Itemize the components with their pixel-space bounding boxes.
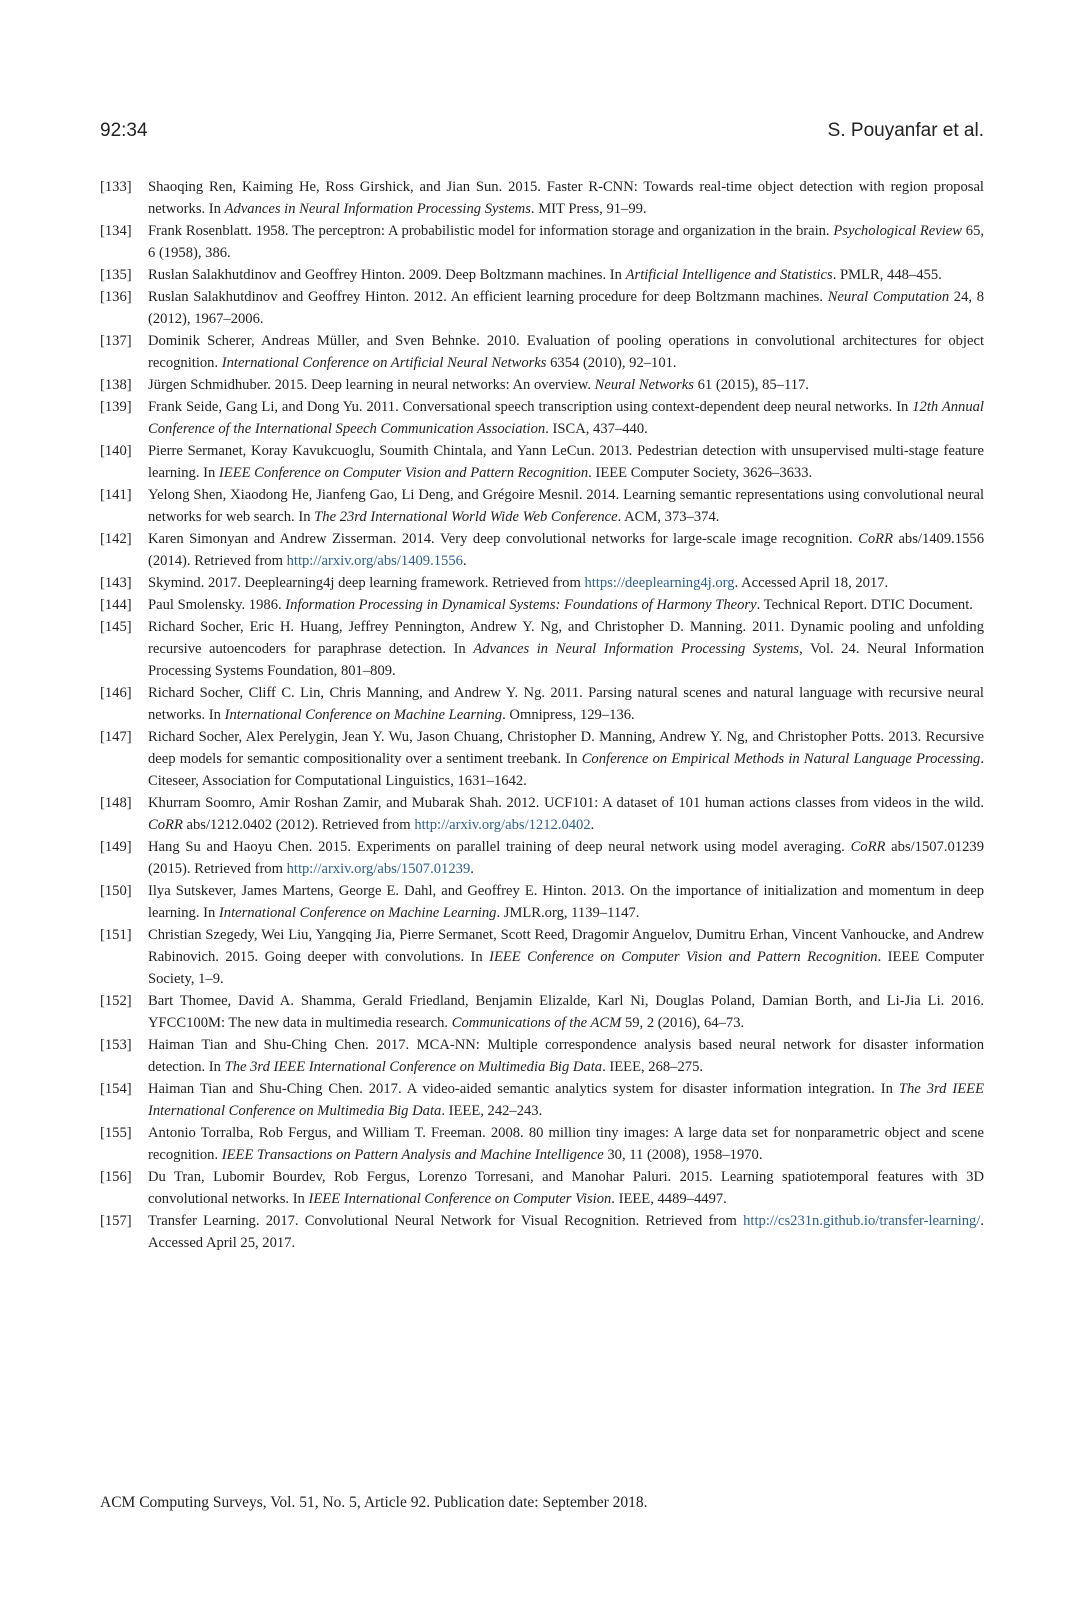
reference-venue: CoRR	[858, 531, 893, 547]
reference-venue: Communications of the ACM	[451, 1015, 622, 1031]
reference-venue: IEEE Conference on Computer Vision and Pattern Recognition	[218, 465, 589, 481]
reference-segment: Bart Thomee, David A. Shamma, Gerald Friedland, Benjamin Elizalde, Karl Ni, Douglas Poland, Damian Borth, and Li-Jia Li. 2016. YFCC100M: The new data in multimedia research.	[148, 993, 984, 1031]
reference-text	[148, 616, 984, 682]
reference-link[interactable]: http://arxiv.org/abs/1212.0402	[414, 817, 591, 833]
reference-segment: abs/1409.1556 (2014). Retrieved from	[148, 531, 984, 569]
running-header-authors: S. Pouyanfar et al.	[827, 120, 984, 141]
reference-entry	[100, 990, 984, 1034]
reference-segment: .	[470, 861, 474, 877]
reference-segment: . PMLR, 448–455.	[832, 267, 942, 283]
reference-entry	[100, 792, 984, 836]
reference-entry	[100, 264, 984, 286]
reference-entry	[100, 726, 984, 792]
reference-number: [138]	[100, 377, 132, 393]
reference-number: [143]	[100, 575, 132, 591]
reference-venue: Neural Computation	[827, 289, 950, 305]
reference-venue: The 3rd IEEE International Conference on Multimedia Big Data	[224, 1059, 603, 1075]
reference-venue: Conference on Empirical Methods in Natural Language Processing	[581, 751, 981, 767]
reference-number: [137]	[100, 333, 132, 349]
reference-entry	[100, 220, 984, 264]
reference-number: [140]	[100, 443, 132, 459]
reference-segment: 59, 2 (2016), 64–73.	[621, 1015, 745, 1031]
reference-segment: Transfer Learning. 2017. Convolutional Neural Network for Visual Recognition. Retrieved from	[148, 1213, 744, 1229]
reference-number: [155]	[100, 1125, 132, 1141]
reference-number: [157]	[100, 1213, 132, 1229]
reference-venue: The 3rd IEEE International Conference on Multimedia Big Data	[148, 1081, 984, 1119]
reference-text	[148, 330, 984, 374]
reference-text	[148, 528, 984, 572]
reference-segment: abs/1212.0402 (2012). Retrieved from	[182, 817, 415, 833]
reference-segment: 6354 (2010), 92–101.	[546, 355, 677, 371]
reference-text	[148, 1122, 984, 1166]
reference-text	[148, 1034, 984, 1078]
reference-segment: Skymind. 2017. Deeplearning4j deep learning framework. Retrieved from	[148, 575, 585, 591]
reference-entry	[100, 594, 984, 616]
reference-venue: International Conference on Artificial Neural Networks	[221, 355, 547, 371]
reference-segment: . IEEE, 242–243.	[441, 1103, 543, 1119]
reference-segment: Richard Socher, Cliff C. Lin, Chris Manning, and Andrew Y. Ng. 2011. Parsing natural scenes and natural language with recursive neural networks. In	[148, 685, 984, 723]
reference-segment: 65, 6 (1958), 386.	[148, 223, 985, 261]
reference-number: [146]	[100, 685, 132, 701]
reference-link[interactable]: http://cs231n.github.io/transfer-learning/	[743, 1213, 981, 1229]
reference-number: [151]	[100, 927, 132, 943]
reference-number: [133]	[100, 179, 132, 195]
reference-venue: IEEE Conference on Computer Vision and Pattern Recognition	[489, 949, 878, 965]
reference-text	[148, 836, 984, 880]
reference-entry	[100, 286, 984, 330]
reference-number: [139]	[100, 399, 132, 415]
reference-venue: International Conference on Machine Learning	[224, 707, 503, 723]
reference-entry	[100, 374, 984, 396]
reference-segment: . ACM, 373–374.	[617, 509, 720, 525]
journal-footer: ACM Computing Surveys, Vol. 51, No. 5, Article 92. Publication date: September 2018.	[100, 1494, 648, 1511]
reference-text	[148, 484, 984, 528]
reference-segment: . Technical Report. DTIC Document.	[756, 597, 973, 613]
reference-number: [150]	[100, 883, 132, 899]
reference-entry	[100, 682, 984, 726]
reference-text	[148, 1078, 984, 1122]
reference-segment: . Accessed April 25, 2017.	[148, 1213, 984, 1251]
reference-text	[148, 176, 984, 220]
reference-segment: Richard Socher, Eric H. Huang, Jeffrey Pennington, Andrew Y. Ng, and Christopher D. Manning. 2011. Dynamic pooling and unfolding recursive autoencoders for paraphrase detection. In	[148, 619, 984, 657]
reference-segment: abs/1507.01239 (2015). Retrieved from	[148, 839, 985, 877]
reference-entry	[100, 1078, 984, 1122]
reference-venue: Information Processing in Dynamical Systems: Foundations of Harmony Theory	[285, 597, 757, 613]
reference-venue: The 23rd International World Wide Web Conference	[314, 509, 618, 525]
reference-segment: .	[590, 817, 595, 833]
reference-number: [152]	[100, 993, 132, 1009]
reference-text	[148, 594, 984, 616]
reference-link[interactable]: http://arxiv.org/abs/1409.1556	[286, 553, 463, 569]
reference-segment: Shaoqing Ren, Kaiming He, Ross Girshick, and Jian Sun. 2015. Faster R-CNN: Towards real-time object detection with region proposal networks. In	[148, 179, 984, 217]
reference-venue: Advances in Neural Information Processing Systems	[473, 641, 800, 657]
reference-segment: . IEEE, 268–275.	[602, 1059, 704, 1075]
reference-text	[148, 572, 984, 594]
reference-text	[148, 880, 984, 924]
reference-segment: 61 (2015), 85–117.	[693, 377, 809, 393]
reference-segment: Paul Smolensky. 1986.	[148, 597, 286, 613]
reference-venue: IEEE International Conference on Computer Vision	[308, 1191, 612, 1207]
reference-number: [153]	[100, 1037, 132, 1053]
reference-segment: Ruslan Salakhutdinov and Geoffrey Hinton. 2012. An efficient learning procedure for deep Boltzmann machines.	[148, 289, 828, 305]
reference-entry	[100, 440, 984, 484]
reference-entry	[100, 484, 984, 528]
reference-number: [144]	[100, 597, 132, 613]
reference-text	[148, 220, 984, 264]
reference-entry	[100, 1034, 984, 1078]
reference-entry	[100, 330, 984, 374]
reference-segment: . Accessed April 18, 2017.	[734, 575, 889, 591]
reference-venue: Neural Networks	[594, 377, 694, 393]
reference-number: [148]	[100, 795, 132, 811]
reference-segment: . JMLR.org, 1139–1147.	[496, 905, 640, 921]
reference-segment: Christian Szegedy, Wei Liu, Yangqing Jia, Pierre Sermanet, Scott Reed, Dragomir Anguelov, Dumitru Erhan, Vincent Vanhoucke, and Andrew Rabinovich. 2015. Going deeper with convolutions. In	[148, 927, 984, 965]
reference-segment: Dominik Scherer, Andreas Müller, and Sven Behnke. 2010. Evaluation of pooling operations in convolutional architectures for object recognition.	[148, 333, 984, 371]
reference-entry	[100, 836, 984, 880]
reference-text	[148, 726, 984, 792]
reference-number: [136]	[100, 289, 132, 305]
reference-venue: International Conference on Machine Learning	[218, 905, 497, 921]
reference-segment: .	[462, 553, 467, 569]
reference-number: [141]	[100, 487, 132, 503]
reference-text	[148, 440, 984, 484]
reference-venue: Artificial Intelligence and Statistics	[625, 267, 833, 283]
reference-text	[148, 1166, 984, 1210]
reference-segment: Ruslan Salakhutdinov and Geoffrey Hinton. 2009. Deep Boltzmann machines. In	[148, 267, 626, 283]
reference-segment: . IEEE, 4489–4497.	[611, 1191, 727, 1207]
reference-entry	[100, 616, 984, 682]
reference-segment: Richard Socher, Alex Perelygin, Jean Y. Wu, Jason Chuang, Christopher D. Manning, Andrew Y. Ng, and Christopher Potts. 2013. Recursive deep models for semantic compositionality over a sentiment treebank. In	[148, 729, 984, 767]
reference-venue: CoRR	[850, 839, 886, 855]
reference-segment: 24, 8 (2012), 1967–2006.	[148, 289, 985, 327]
reference-segment: Jürgen Schmidhuber. 2015. Deep learning in neural networks: An overview.	[148, 377, 595, 393]
reference-segment: Haiman Tian and Shu-Ching Chen. 2017. A video-aided semantic analytics system for disaster information integration. In	[148, 1081, 899, 1097]
reference-segment: Antonio Torralba, Rob Fergus, and William T. Freeman. 2008. 80 million tiny images: A large data set for nonparametric object and scene recognition.	[148, 1125, 984, 1163]
reference-text	[148, 1210, 984, 1254]
reference-entry	[100, 1210, 984, 1254]
reference-segment: Yelong Shen, Xiaodong He, Jianfeng Gao, Li Deng, and Grégoire Mesnil. 2014. Learning semantic representations using convolutional neural networks for web search. In	[148, 487, 984, 525]
reference-venue: Advances in Neural Information Processing Systems	[224, 201, 531, 217]
reference-segment: Khurram Soomro, Amir Roshan Zamir, and Mubarak Shah. 2012. UCF101: A dataset of 101 human actions classes from videos in the wild.	[148, 795, 984, 811]
reference-segment: Haiman Tian and Shu-Ching Chen. 2017. MCA-NN: Multiple correspondence analysis based neural network for disaster information detection. In	[148, 1037, 984, 1075]
page-number-label: 92:34	[100, 120, 148, 141]
reference-venue: 12th Annual Conference of the International Speech Communication Association	[148, 399, 984, 437]
reference-venue: Psychological Review	[833, 223, 962, 239]
reference-entry	[100, 396, 984, 440]
reference-number: [156]	[100, 1169, 132, 1185]
reference-entry	[100, 528, 984, 572]
reference-segment: Ilya Sutskever, James Martens, George E. Dahl, and Geoffrey E. Hinton. 2013. On the importance of initialization and momentum in deep learning. In	[148, 883, 984, 921]
reference-venue: CoRR	[148, 817, 183, 833]
reference-entry	[100, 572, 984, 594]
reference-number: [134]	[100, 223, 132, 239]
reference-number: [145]	[100, 619, 132, 635]
reference-entry	[100, 924, 984, 990]
reference-segment: , Vol. 24. Neural Information Processing Systems Foundation, 801–809.	[148, 641, 984, 679]
reference-number: [142]	[100, 531, 132, 547]
reference-segment: . IEEE Computer Society, 3626–3633.	[588, 465, 813, 481]
reference-segment: . ISCA, 437–440.	[545, 421, 648, 437]
reference-entry	[100, 880, 984, 924]
reference-entry	[100, 1166, 984, 1210]
reference-number: [135]	[100, 267, 132, 283]
reference-segment: . IEEE Computer Society, 1–9.	[148, 949, 985, 987]
reference-text	[148, 924, 984, 990]
reference-link[interactable]: https://deeplearning4j.org	[584, 575, 735, 591]
reference-text	[148, 990, 984, 1034]
reference-number: [154]	[100, 1081, 132, 1097]
reference-segment: Frank Rosenblatt. 1958. The perceptron: A probabilistic model for information storage and organization in the brain.	[148, 223, 834, 239]
reference-segment: Hang Su and Haoyu Chen. 2015. Experiments on parallel training of deep neural network using model averaging.	[148, 839, 851, 855]
reference-entry	[100, 1122, 984, 1166]
reference-segment: . Omnipress, 129–136.	[502, 707, 635, 723]
reference-list	[100, 176, 984, 1254]
reference-text	[148, 374, 984, 396]
reference-venue: IEEE Transactions on Pattern Analysis and Machine Intelligence	[221, 1147, 604, 1163]
reference-link[interactable]: http://arxiv.org/abs/1507.01239	[286, 861, 471, 877]
reference-segment: 30, 11 (2008), 1958–1970.	[603, 1147, 763, 1163]
reference-segment: Frank Seide, Gang Li, and Dong Yu. 2011. Conversational speech transcription using context-dependent deep neural networks. In	[148, 399, 913, 415]
reference-number: [147]	[100, 729, 132, 745]
reference-text	[148, 682, 984, 726]
reference-text	[148, 286, 984, 330]
reference-segment: . Citeseer, Association for Computational Linguistics, 1631–1642.	[148, 751, 984, 789]
reference-segment: Du Tran, Lubomir Bourdev, Rob Fergus, Lorenzo Torresani, and Manohar Paluri. 2015. Learning spatiotemporal features with 3D convolutional networks. In	[148, 1169, 984, 1207]
reference-text	[148, 264, 984, 286]
reference-segment: Pierre Sermanet, Koray Kavukcuoglu, Soumith Chintala, and Yann LeCun. 2013. Pedestrian detection with unsupervised multi-stage feature learning. In	[148, 443, 984, 481]
reference-entry	[100, 176, 984, 220]
reference-segment: Karen Simonyan and Andrew Zisserman. 2014. Very deep convolutional networks for large-scale image recognition.	[148, 531, 859, 547]
reference-segment: . MIT Press, 91–99.	[530, 201, 647, 217]
reference-number: [149]	[100, 839, 132, 855]
reference-text	[148, 792, 984, 836]
reference-text	[148, 396, 984, 440]
